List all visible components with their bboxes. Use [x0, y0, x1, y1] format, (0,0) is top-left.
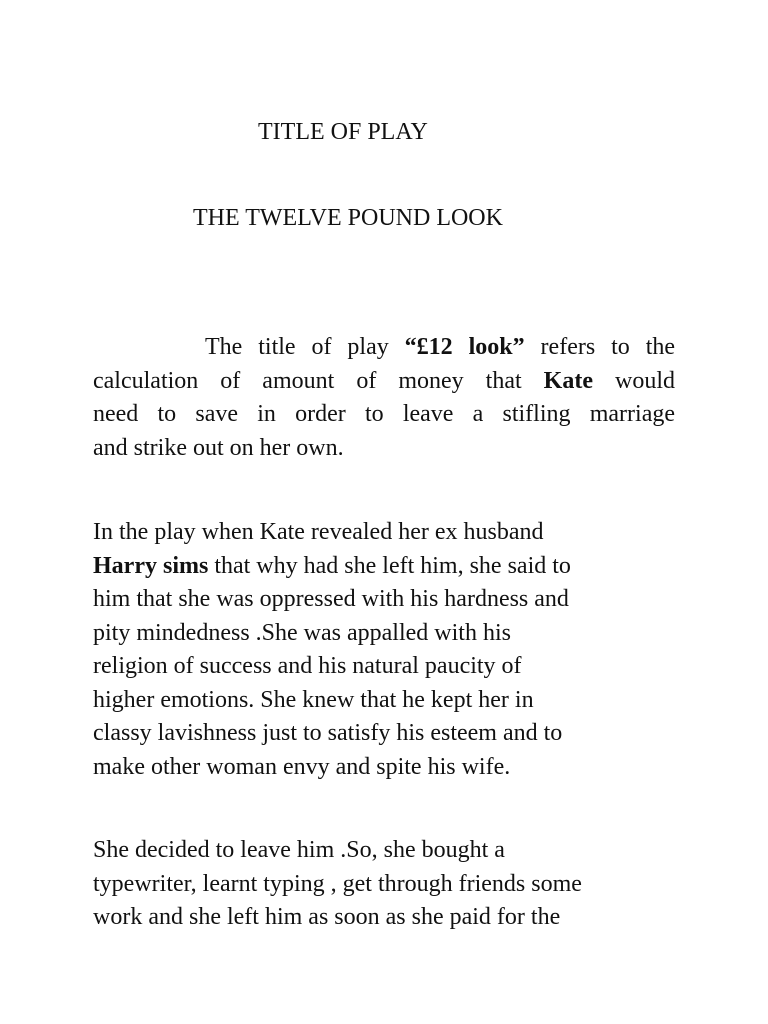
- paragraph-2-line-4: pity mindedness .She was appalled with his: [93, 619, 511, 646]
- text-run: that why had she left him, she said to: [208, 552, 571, 579]
- text-run: refers to the: [524, 334, 676, 360]
- paragraph-1-line-4: and strike out on her own.: [93, 434, 344, 461]
- paragraph-2-line-2: [93, 550, 675, 584]
- text-run: calculation of amount of money that: [93, 367, 544, 394]
- bold-text: Kate: [543, 367, 593, 394]
- paragraph-1-line-2: [93, 365, 675, 399]
- paragraph-2-line-6: higher emotions. She knew that he kept her in: [93, 686, 534, 713]
- bold-text: Harry sims: [93, 552, 209, 579]
- paragraph-2-line-1: In the play when Kate revealed her ex husband: [93, 519, 544, 545]
- bold-text: “£12 look”: [404, 334, 525, 360]
- paragraph-2-line-3: him that she was oppressed with his hardness and: [93, 586, 569, 612]
- paragraph-2-line-5: religion of success and his natural paucity of: [93, 653, 522, 679]
- text-run: The title of play: [205, 334, 405, 360]
- play-title: THE TWELVE POUND LOOK: [193, 205, 503, 231]
- paragraph-3-line-1: She decided to leave him .So, she bought a: [93, 837, 505, 863]
- paragraph-1-line-3: need to save in order to leave a stifling marriage: [93, 401, 675, 427]
- paragraph-2-line-8: make other woman envy and spite his wife.: [93, 753, 511, 780]
- paragraph-3-line-2: typewriter, learnt typing , get through friends some: [93, 870, 582, 897]
- paragraph-3: [93, 834, 675, 935]
- paragraph-1-line-1: [93, 331, 675, 365]
- paragraph-2-line-7: classy lavishness just to satisfy his esteem and to: [93, 720, 563, 746]
- text-run: would: [592, 367, 676, 394]
- paragraph-3-line-3: work and she left him as soon as she paid for the: [93, 904, 561, 930]
- paragraph-2: [93, 516, 675, 784]
- title-label: TITLE OF PLAY: [258, 119, 428, 145]
- paragraph-1: [93, 331, 675, 465]
